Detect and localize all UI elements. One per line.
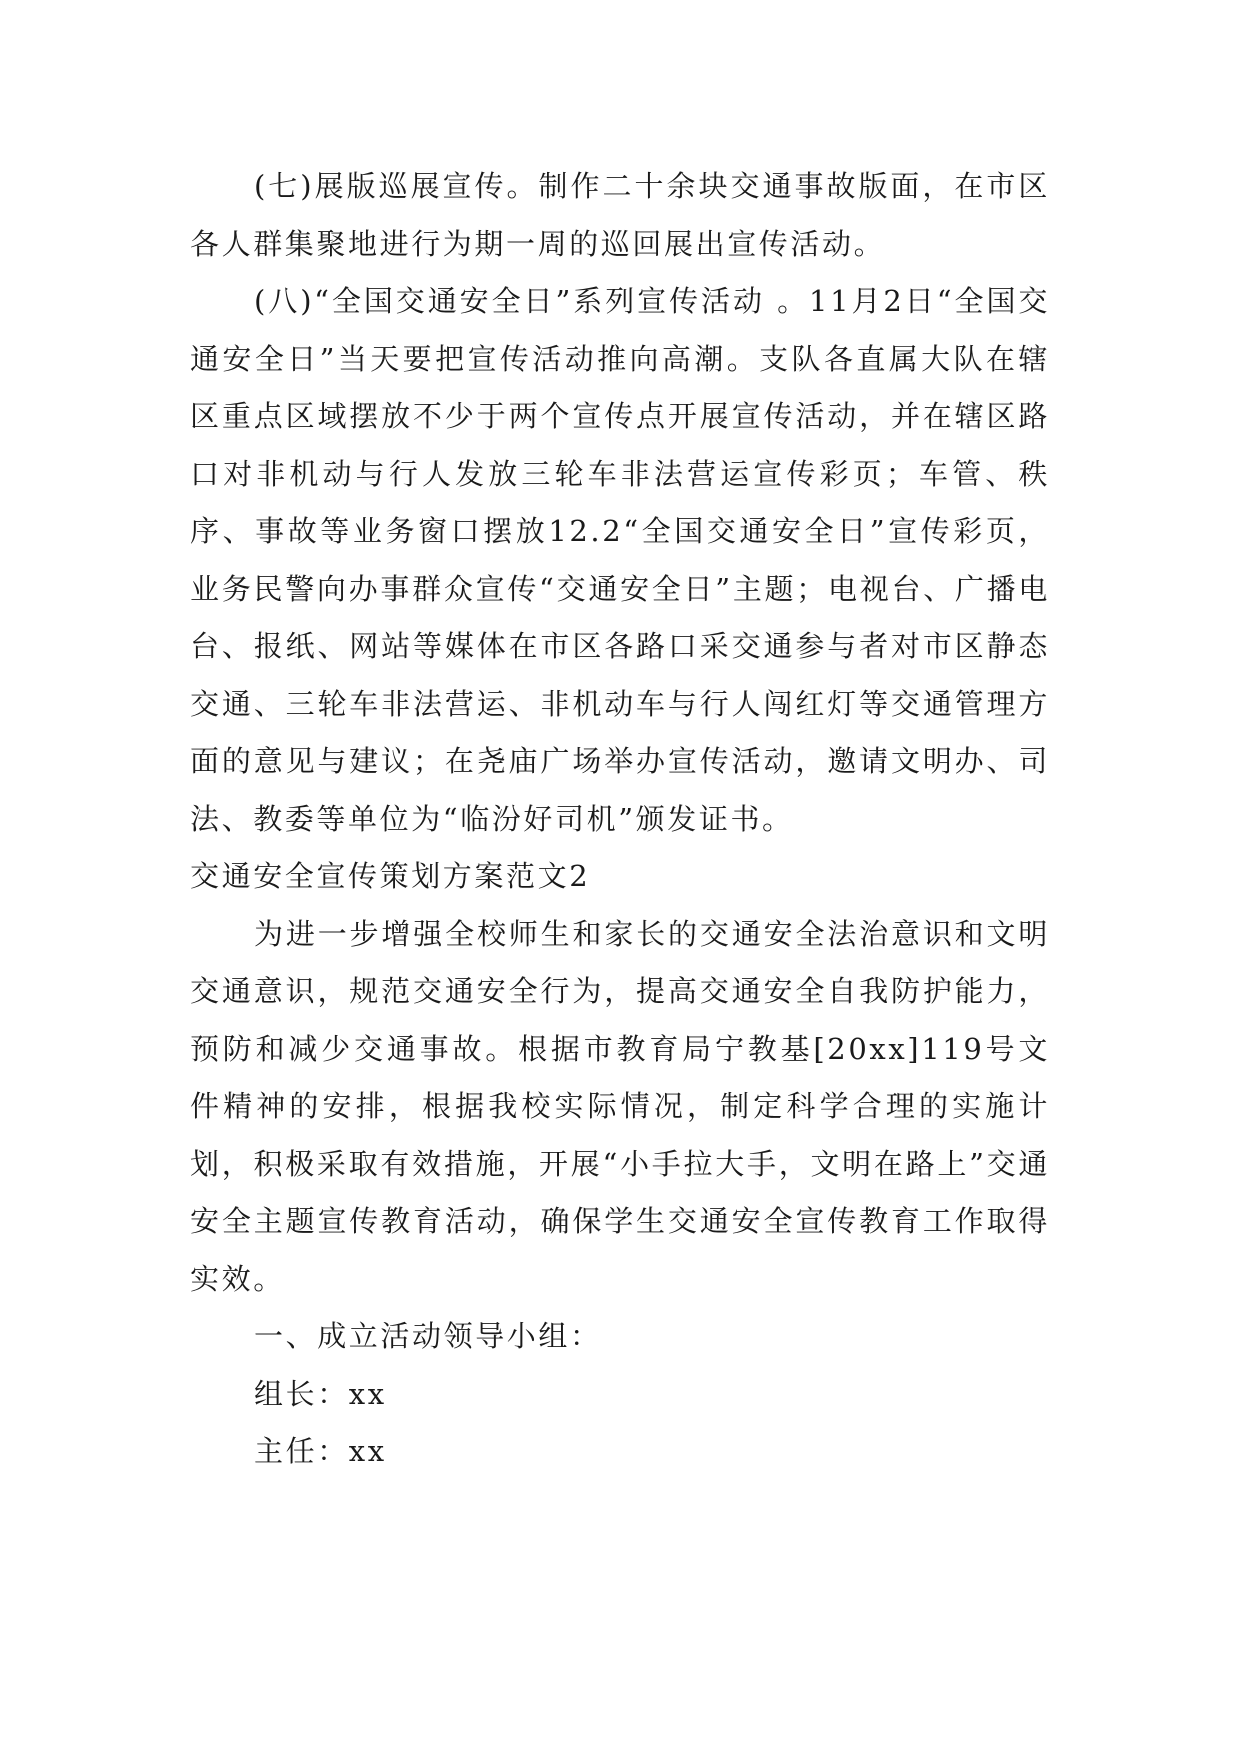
section-heading-leadership-group: 一、成立活动领导小组：: [254, 1319, 602, 1353]
line-group-leader: 组长：xx: [254, 1376, 387, 1411]
paragraph-introduction: 为进一步增强全校师生和家长的交通安全法治意识和文明交通意识，规范交通安全行为，提高交通安全自我防护能力，预防和减少交通事故。根据市教育局宁教基[20xx]119号文件精神的安排，根据我校实际情况，制定科学合理的实施计划，积极采取有效措施，开展“小手拉大手，文明在路上”交通安全主题宣传教育活动，确保学生交通安全宣传教育工作取得实效。: [190, 916, 1050, 1296]
paragraph-exhibition-publicity: (七)展版巡展宣传。制作二十余块交通事故版面，在市区各人群集聚地进行为期一周的巡回展出宣传活动。: [190, 169, 1050, 261]
line-director: 主任：xx: [254, 1434, 387, 1468]
paragraph-traffic-safety-day: (八)“全国交通安全日”系列宣传活动 。11月2日“全国交通安全日”当天要把宣传活动推向高潮。支队各直属大队在辖区重点区域摆放不少于两个宣传点开展宣传活动，并在辖区路口对非机动与行人发放三轮车非法营运宣传彩页；车管、秩序、事故等业务窗口摆放12.2“全国交通安全日”宣传彩页，业务民警向办事群众宣传“交通安全日”主题；电视台、广播电台、报纸、网站等媒体在市区各路口采交通参与者对市区静态交通、三轮车非法营运、非机动车与行人闯红灯等交通管理方面的意见与建议；在尧庙广场举办宣传活动，邀请文明办、司法、教委等单位为“临汾好司机”颁发证书。: [190, 284, 1050, 836]
section-title: 交通安全宣传策划方案范文2: [190, 859, 591, 893]
document-body: [190, 158, 1050, 1481]
